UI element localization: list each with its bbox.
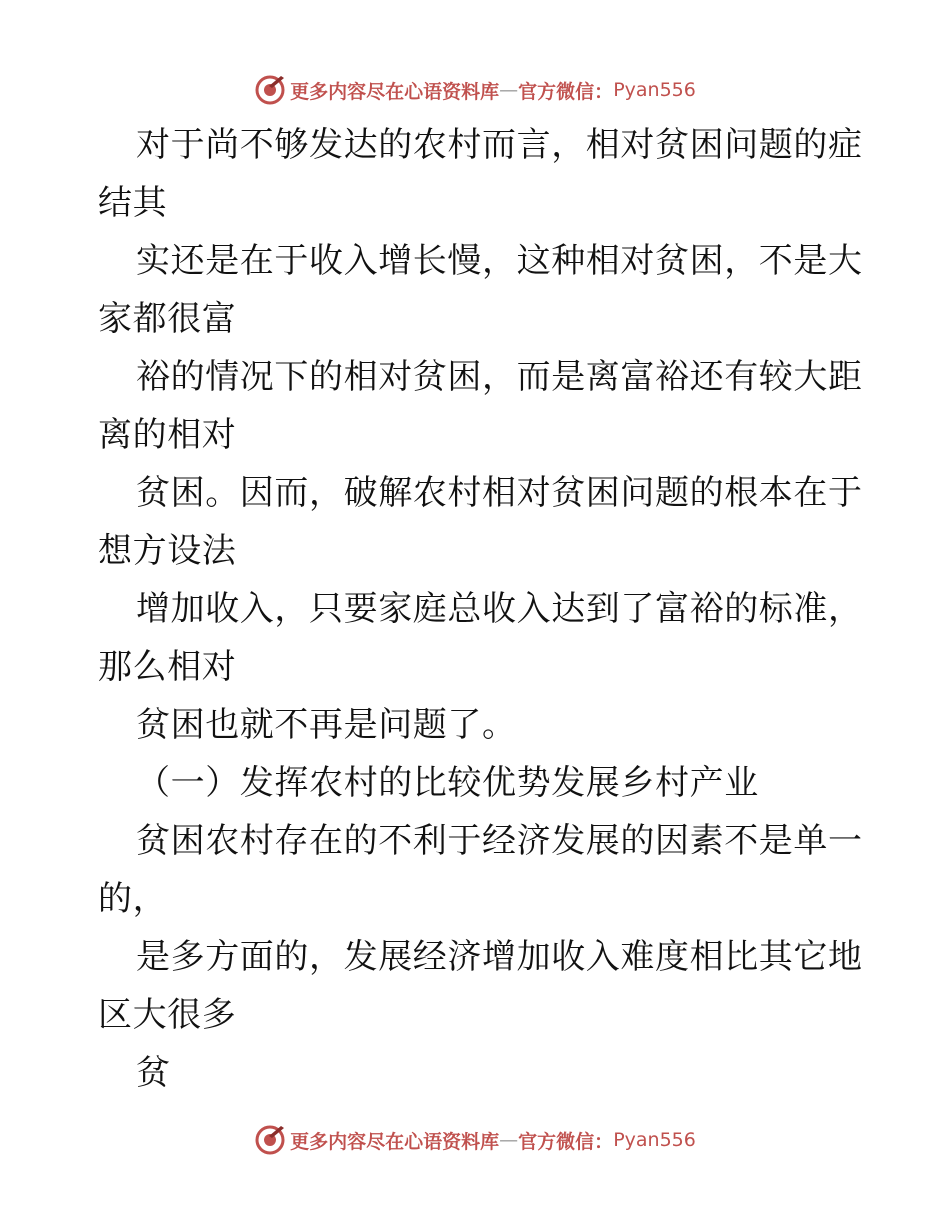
text-line: 结其 (98, 183, 168, 223)
section-heading: （一）发挥农村的比较优势发展乡村产业 (136, 763, 759, 803)
text-line: 贫困农村存在的不利于经济发展的因素不是单一 (136, 821, 863, 861)
text-line: 实还是在于收入增长慢，这种相对贫困，不是大 (136, 241, 863, 281)
header-banner-title: 更多内容尽在心语资料库 (290, 80, 500, 103)
text-line: 想方设法 (98, 531, 237, 571)
footer-banner (0, 1120, 950, 1160)
text-line: 贫困也就不再是问题了。 (136, 705, 517, 745)
body-text (98, 116, 863, 1102)
header-banner (0, 70, 950, 110)
footer-banner-title: 更多内容尽在心语资料库 (290, 1130, 500, 1153)
text-line: 是多方面的，发展经济增加收入难度相比其它地 (136, 937, 863, 977)
footer-banner-wechat-label: 官方微信： (518, 1130, 614, 1153)
text-line: 区大很多 (98, 995, 237, 1035)
text-line: 贫 (136, 1053, 171, 1093)
text-line: 增加收入，只要家庭总收入达到了富裕的标准， (136, 589, 863, 629)
text-line: 那么相对 (98, 647, 237, 687)
pen-logo-icon (254, 74, 286, 106)
header-banner-account: Pyan556 (613, 79, 696, 101)
text-line: 家都很富 (98, 299, 237, 339)
header-banner-dash: — (499, 79, 519, 101)
text-line: 裕的情况下的相对贫困，而是离富裕还有较大距 (136, 357, 863, 397)
footer-banner-account: Pyan556 (613, 1129, 696, 1151)
footer-banner-dash: — (499, 1129, 519, 1151)
text-line: 离的相对 (98, 415, 237, 455)
text-line: 的， (98, 879, 168, 919)
text-line: 对于尚不够发达的农村而言，相对贫困问题的症 (136, 125, 863, 165)
text-line: 贫困。因而，破解农村相对贫困问题的根本在于 (136, 473, 863, 513)
pen-logo-icon (254, 1124, 286, 1156)
header-banner-wechat-label: 官方微信： (518, 80, 614, 103)
